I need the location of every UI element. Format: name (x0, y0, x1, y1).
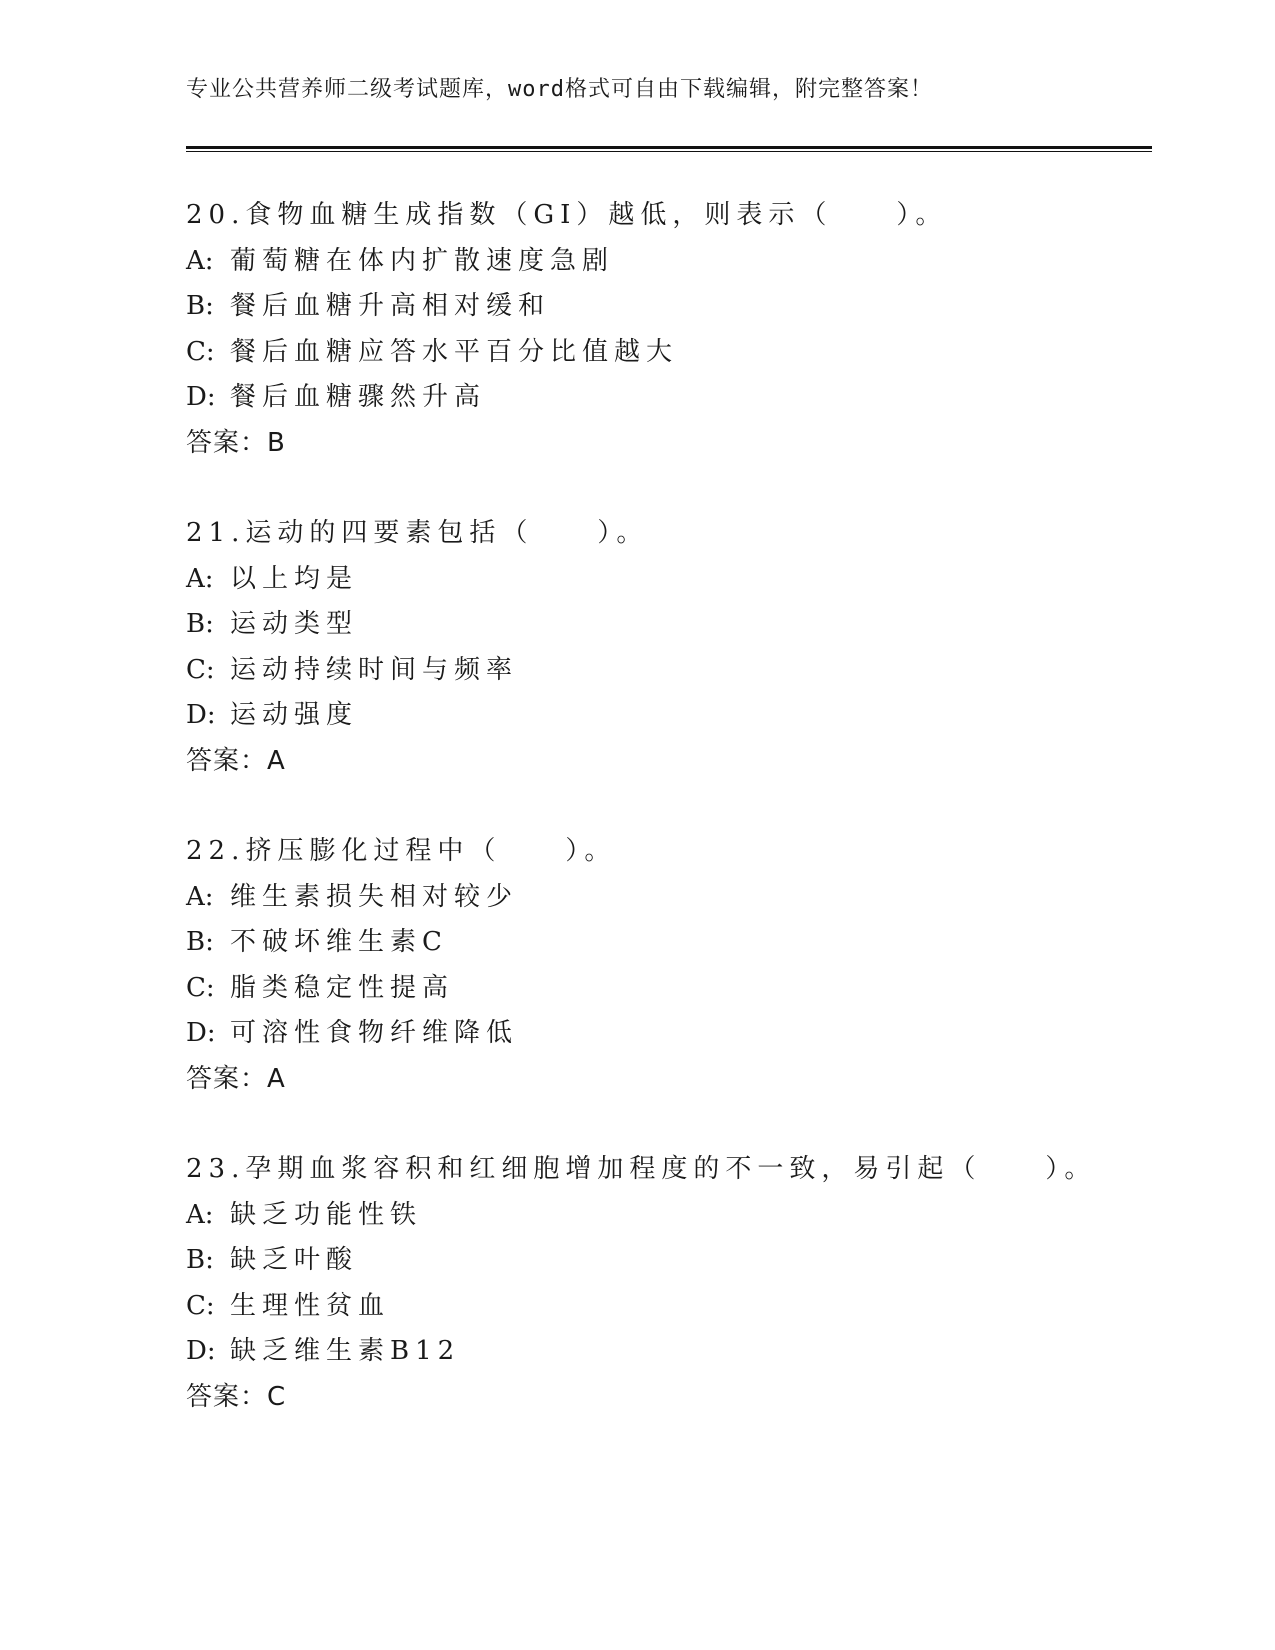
option-letter: D: (186, 1336, 216, 1366)
option-letter: C: (186, 654, 215, 685)
document-header: 专业公共营养师二级考试题库，word格式可自由下载编辑，附完整答案！ (186, 77, 933, 102)
option-d (186, 375, 947, 421)
option-a (186, 239, 947, 285)
option-letter: B: (186, 1245, 214, 1275)
option-letter: D: (186, 1018, 216, 1048)
option-text: 葡萄糖在体内扩散速度急剧 (230, 245, 615, 276)
option-letter: A: (186, 563, 214, 594)
question-20 (186, 193, 947, 466)
option-text: 运动强度 (230, 700, 359, 730)
option-b (186, 920, 616, 966)
option-c (186, 966, 616, 1012)
question-stem: 21.运动的四要素包括（ ）。 (186, 518, 649, 548)
option-letter: A: (186, 881, 214, 912)
option-letter: C: (186, 972, 215, 1003)
option-letter: D: (186, 700, 216, 730)
option-text: 以上均是 (230, 563, 359, 594)
option-b (186, 1238, 1096, 1284)
answer: 答案：A (186, 745, 286, 776)
question-stem: 23.孕期血浆容积和红细胞增加程度的不一致，易引起（ ）。 (186, 1154, 1097, 1184)
option-text: 餐后血糖应答水平百分比值越大 (230, 336, 679, 367)
option-text: 不破坏维生素C (230, 927, 448, 957)
option-a (186, 557, 648, 603)
option-text: 生理性贫血 (230, 1290, 391, 1321)
answer: 答案：C (186, 1381, 287, 1412)
option-text: 缺乏功能性铁 (230, 1199, 423, 1230)
option-letter: B: (186, 609, 214, 639)
question-stem: 22.挤压膨化过程中（ ）。 (186, 836, 617, 866)
option-text: 运动持续时间与频率 (230, 654, 519, 685)
option-d (186, 1329, 1096, 1375)
option-text: 餐后血糖骤然升高 (230, 382, 487, 412)
question-22 (186, 829, 616, 1102)
option-text: 维生素损失相对较少 (230, 881, 519, 912)
option-text: 餐后血糖升高相对缓和 (230, 291, 551, 321)
option-b (186, 284, 947, 330)
option-letter: B: (186, 927, 214, 957)
question-stem: 20.食物血糖生成指数（GI）越低，则表示（ ）。 (186, 200, 948, 230)
option-a (186, 1193, 1096, 1239)
option-text: 运动类型 (230, 609, 359, 639)
option-d (186, 1011, 616, 1057)
option-c (186, 330, 947, 376)
header-rule-thin (186, 151, 1152, 152)
option-letter: B: (186, 291, 214, 321)
option-c (186, 648, 648, 694)
option-letter: C: (186, 1290, 215, 1321)
option-letter: A: (186, 1199, 214, 1230)
option-a (186, 875, 616, 921)
option-text: 缺乏叶酸 (230, 1245, 359, 1275)
header-rule-thick (186, 146, 1152, 149)
option-letter: D: (186, 382, 216, 412)
answer: 答案：B (186, 427, 286, 458)
option-c (186, 1284, 1096, 1330)
option-text: 脂类稳定性提高 (230, 972, 455, 1003)
question-23 (186, 1147, 1096, 1420)
option-text: 缺乏维生素B12 (230, 1336, 461, 1366)
option-text: 可溶性食物纤维降低 (230, 1018, 519, 1048)
question-21 (186, 511, 648, 784)
option-b (186, 602, 648, 648)
option-letter: A: (186, 245, 214, 276)
answer: 答案：A (186, 1063, 286, 1094)
option-letter: C: (186, 336, 215, 367)
option-d (186, 693, 648, 739)
